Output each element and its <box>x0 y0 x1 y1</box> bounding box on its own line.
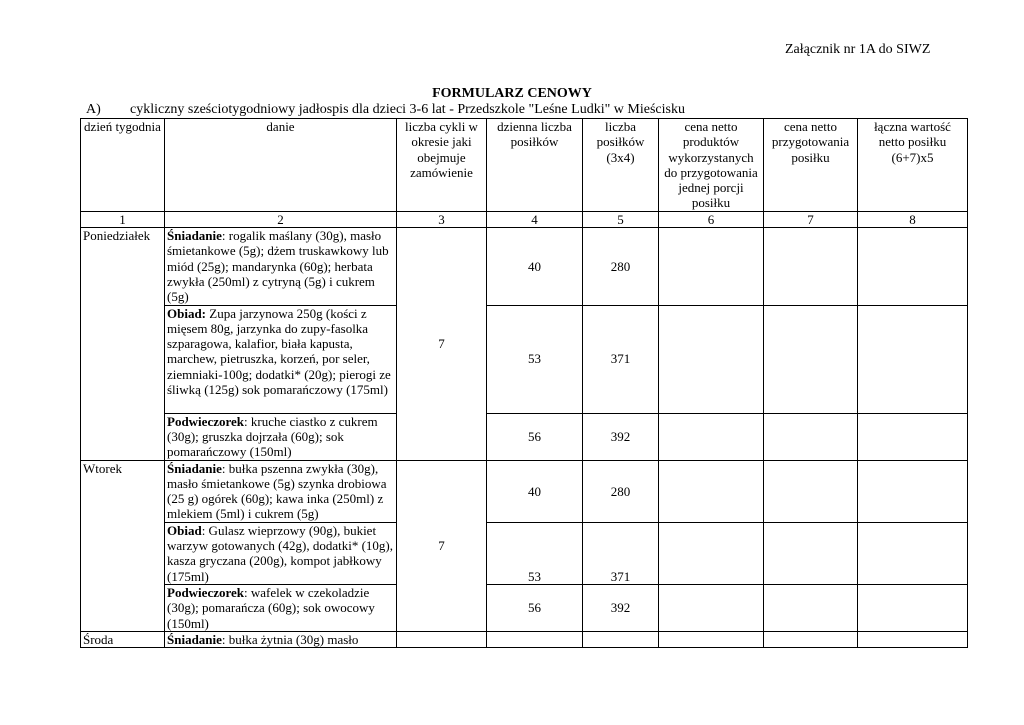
meal-count-cell: 392 <box>583 584 659 631</box>
column-number: 7 <box>764 211 858 227</box>
prep-price-cell[interactable] <box>764 522 858 584</box>
header-cycles: liczba cykli w okresie jaki obejmuje zamówienie <box>397 119 487 212</box>
product-price-cell[interactable] <box>659 228 764 305</box>
column-number: 5 <box>583 211 659 227</box>
product-price-cell[interactable] <box>659 522 764 584</box>
daily-count-cell: 53 <box>487 522 583 584</box>
daily-count-cell: 56 <box>487 584 583 631</box>
section-description: cykliczny sześciotygodniowy jadłospis dla dzieci 3-6 lat - Przedszkole "Leśne Ludki" w Mieścisku <box>130 102 685 117</box>
prep-price-cell[interactable] <box>764 584 858 631</box>
total-value-cell[interactable] <box>858 305 968 413</box>
day-cell: Wtorek <box>81 460 165 631</box>
cycles-cell <box>397 631 487 647</box>
prep-price-cell[interactable] <box>764 305 858 413</box>
meal-count-cell: 280 <box>583 460 659 522</box>
header-product-price: cena netto produktów wykorzystanych do przygotowania jednej porcji posiłku <box>659 119 764 212</box>
section-letter: A) <box>86 102 101 117</box>
table-row <box>81 460 968 522</box>
price-table <box>80 118 968 648</box>
meal-name: Obiad: <box>167 305 207 321</box>
form-subtitle <box>86 102 685 118</box>
table-row <box>81 584 968 631</box>
meal-count-cell <box>583 631 659 647</box>
product-price-cell[interactable] <box>659 460 764 522</box>
prep-price-cell[interactable] <box>764 228 858 305</box>
header-total-value: łączna wartość netto posiłku (6+7)x5 <box>858 119 968 212</box>
header-row <box>81 119 968 212</box>
meal-name: Śniadanie <box>167 631 222 647</box>
daily-count-cell: 56 <box>487 413 583 460</box>
meal-description: : rogalik maślany (30g), masło śmietankowe (5g); dżem truskawkowy lub miód (25g); mandarynka (60g); herbata zwykła (250ml) z cytryną (5g) i cukrem (5g) <box>167 228 389 305</box>
table-row <box>81 631 968 647</box>
column-number: 6 <box>659 211 764 227</box>
meal-description: : bułka pszenna zwykła (30g), masło śmietankowe (5g) szynka drobiowa (25 g) ogórek (60g); kawa inka (250ml) z mlekiem (5ml) i cukrem (5g) <box>167 460 387 522</box>
meal-name: Śniadanie <box>167 460 222 476</box>
meal-cell <box>165 413 397 460</box>
column-number-row <box>81 211 968 227</box>
meal-name: Podwieczorek <box>167 584 245 600</box>
header-day: dzień tygodnia <box>81 119 165 212</box>
meal-name: Śniadanie <box>167 228 222 244</box>
day-cell: Środa <box>81 631 165 647</box>
table-row <box>81 228 968 305</box>
daily-count-cell: 53 <box>487 305 583 413</box>
meal-description: : Gulasz wieprzowy (90g), bukiet warzyw gotowanych (42g), dodatki* (10g), kasza gryczana (200g), kompot jabłkowy (175ml) <box>167 522 393 584</box>
header-daily-count: dzienna liczba posiłków <box>487 119 583 212</box>
product-price-cell[interactable] <box>659 631 764 647</box>
form-title: FORMULARZ CENOWY <box>432 86 592 101</box>
column-number: 2 <box>165 211 397 227</box>
product-price-cell[interactable] <box>659 584 764 631</box>
prep-price-cell[interactable] <box>764 413 858 460</box>
daily-count-cell <box>487 631 583 647</box>
meal-name: Obiad <box>167 522 202 538</box>
cycles-cell: 7 <box>397 460 487 631</box>
meal-count-cell: 392 <box>583 413 659 460</box>
meal-cell <box>165 228 397 305</box>
meal-cell <box>165 460 397 522</box>
column-number: 8 <box>858 211 968 227</box>
meal-description: : kruche ciastko z cukrem (30g); gruszka dojrzała (60g); sok pomarańczowy (150ml) <box>167 413 378 460</box>
product-price-cell[interactable] <box>659 413 764 460</box>
header-dish: danie <box>165 119 397 212</box>
table-row <box>81 413 968 460</box>
daily-count-cell: 40 <box>487 228 583 305</box>
daily-count-cell: 40 <box>487 460 583 522</box>
meal-cell <box>165 522 397 584</box>
column-number: 4 <box>487 211 583 227</box>
meal-cell <box>165 631 397 647</box>
meal-description: : bułka żytnia (30g) masło <box>221 631 359 647</box>
prep-price-cell[interactable] <box>764 631 858 647</box>
meal-count-cell: 371 <box>583 305 659 413</box>
column-number: 3 <box>397 211 487 227</box>
meal-name: Podwieczorek <box>167 413 245 429</box>
total-value-cell[interactable] <box>858 413 968 460</box>
total-value-cell[interactable] <box>858 631 968 647</box>
table-row <box>81 522 968 584</box>
meal-description: : wafelek w czekoladzie (30g); pomarańcza (60g); sok owocowy (150ml) <box>167 584 375 631</box>
meal-count-cell: 371 <box>583 522 659 584</box>
meal-count-cell: 280 <box>583 228 659 305</box>
total-value-cell[interactable] <box>858 522 968 584</box>
meal-cell <box>165 584 397 631</box>
column-number: 1 <box>81 211 165 227</box>
product-price-cell[interactable] <box>659 305 764 413</box>
annex-label: Załącznik nr 1A do SIWZ <box>785 42 931 57</box>
total-value-cell[interactable] <box>858 460 968 522</box>
table-row <box>81 305 968 413</box>
meal-cell <box>165 305 397 413</box>
prep-price-cell[interactable] <box>764 460 858 522</box>
header-meal-count: liczba posiłków (3x4) <box>583 119 659 212</box>
meal-description: Zupa jarzynowa 250g (kości z mięsem 80g, jarzynka do zupy-fasolka szparagowa, kalafior, biała kapusta, marchew, pietruszka, korzeń, por seler, ziemniaki-100g; dodatki* (20g); pierogi ze śliwką (125g) sok pomarańczowy (175ml) <box>167 305 391 398</box>
total-value-cell[interactable] <box>858 584 968 631</box>
header-prep-price: cena netto przygotowania posiłku <box>764 119 858 212</box>
day-cell: Poniedziałek <box>81 228 165 460</box>
total-value-cell[interactable] <box>858 228 968 305</box>
cycles-cell: 7 <box>397 228 487 460</box>
